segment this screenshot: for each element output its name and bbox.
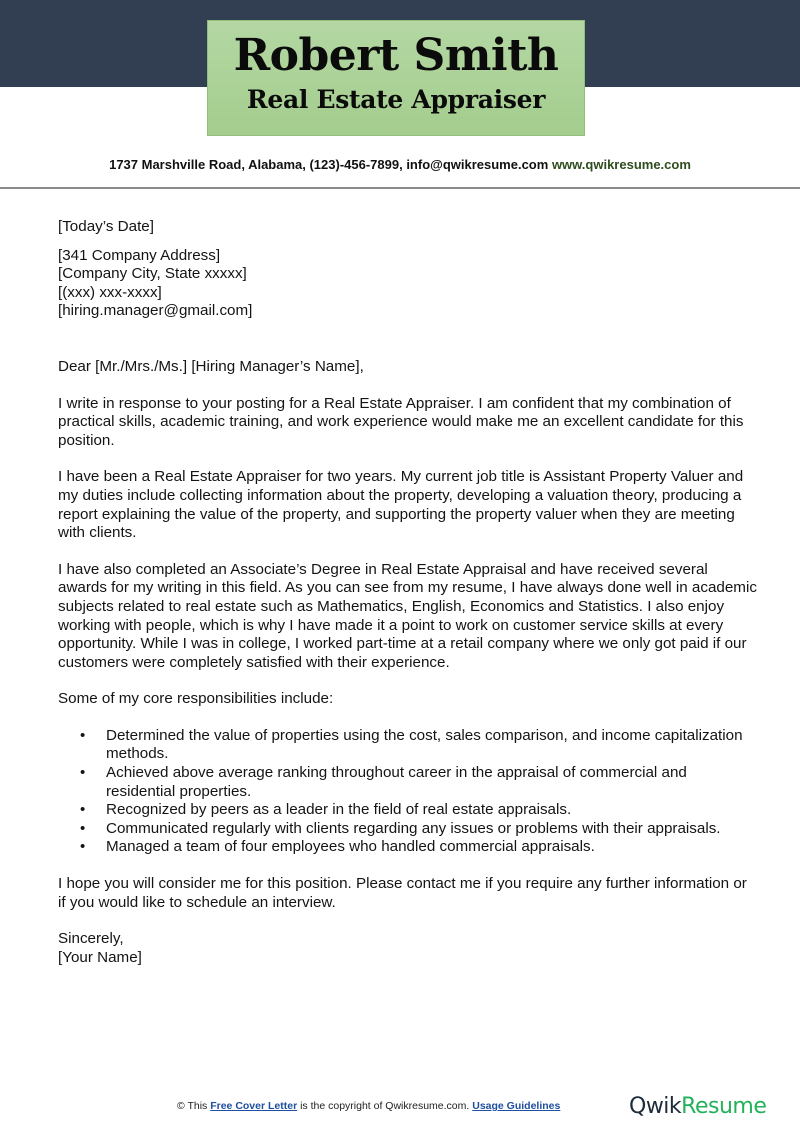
list-item: • Communicated regularly with clients regarding any issues or problems with their appraisals. [80,819,721,837]
qwikresume-logo[interactable]: QwikResume [629,1094,767,1119]
website-link[interactable]: www.qwikresume.com [551,157,691,172]
letter-date: [Today’s Date] [58,218,154,235]
signature: [Your Name] [58,948,142,966]
recipient-block [58,247,758,321]
salutation: Dear [Mr./Mrs./Ms.] [Hiring Manager’s Name], [58,357,364,375]
usage-guidelines-link[interactable]: Usage Guidelines [472,1100,561,1112]
closing-paragraph: I hope you will consider me for this position. Please contact me if you require any further information or if you would like to schedule an interview. [58,875,747,911]
name-title-box [207,20,585,136]
paragraph-intro: I write in response to your posting for a Real Estate Appraiser. I am confident that my combination of practical skills, academic training, and work experience would make me an excellent candidate for this position. [58,394,744,449]
candidate-name: Robert Smith [233,30,559,81]
list-item: • Managed a team of four employees who handled commercial appraisals. [80,838,595,856]
recipient-email: [hiring.manager@gmail.com] [58,302,253,320]
responsibilities-list [58,727,758,857]
list-item: • Determined the value of properties using the cost, sales comparison, and income capitalization methods. [80,726,743,763]
paragraph-education: I have also completed an Associate’s Degree in Real Estate Appraisal and have received several awards for my writing in this field. As you can see from my resume, I have always done well in academic subjects related to real estate such as Mathematics, English, Economics and Statistics. I also enjoy working with people, which is why I have made it a point to work on customer service skills at every opportunity. While I was in college, I worked part-time at a retail company where we only got paid if our customers were completely satisfied with their experience. [58,560,757,671]
contact-line [0,157,800,172]
bullet-icon: • [80,838,86,856]
recipient-phone: [(xxx) xxx-xxxx] [58,283,162,301]
recipient-address: [341 Company Address] [58,246,221,264]
paragraph-experience: I have been a Real Estate Appraiser for two years. My current job title is Assistant Property Valuer and my duties include collecting information about the property, developing a valuation theory, producing a report explaining the value of the property, and supporting the property valuer when they are meeting with clients. [58,468,744,542]
job-title: Real Estate Appraiser [246,85,546,114]
list-item: • Achieved above average ranking throughout career in the appraisal of commercial and residential properties. [80,764,687,800]
header-divider [0,187,800,189]
list-item: • Recognized by peers as a leader in the field of real estate appraisals. [80,801,572,819]
contact-details: 1737 Marshville Road, Alabama, (123)-456-7899, info@qwikresume.com [109,157,549,172]
recipient-city-state: [Company City, State xxxxx] [58,265,247,283]
bullet-icon: • [80,801,86,819]
letter-body [58,218,758,967]
sign-off: Sincerely, [58,930,124,948]
footer [0,1094,800,1119]
bullet-icon: • [80,764,86,782]
copyright-notice: © This Free Cover Letter is the copyright of Qwikresume.com. Usage Guidelines [177,1100,561,1112]
bullet-icon: • [80,819,86,837]
free-cover-letter-link[interactable]: Free Cover Letter [210,1100,298,1112]
bullet-icon: • [80,726,86,744]
paragraph-responsibilities-lead: Some of my core responsibilities include: [58,690,334,708]
